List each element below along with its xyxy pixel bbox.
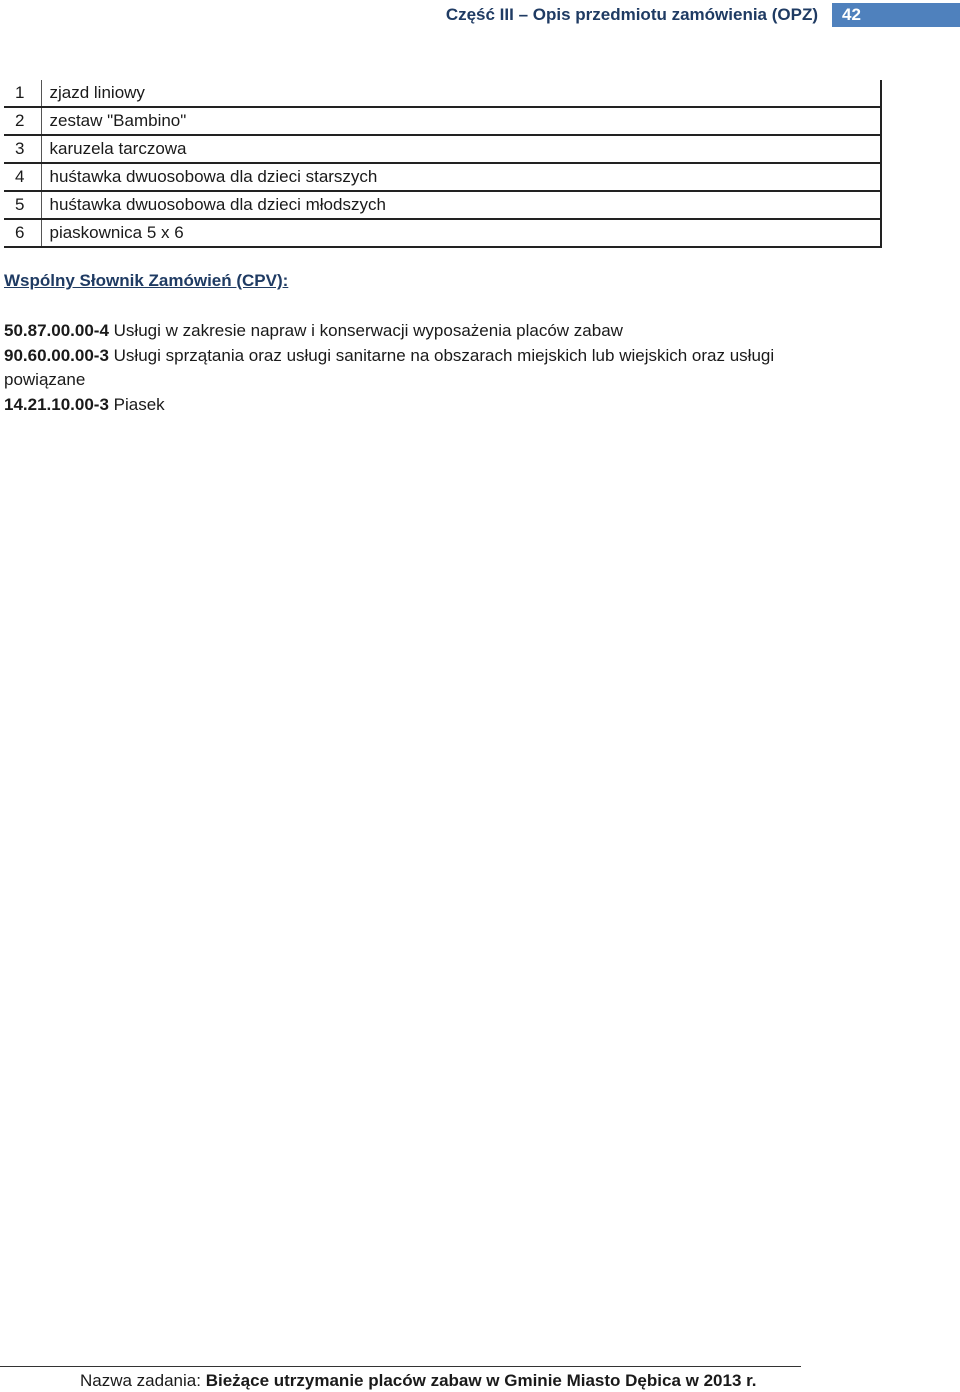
table-row	[4, 219, 881, 247]
page-number-badge: 42	[832, 3, 960, 27]
playground-items-table	[4, 80, 882, 248]
item-name: piaskownica 5 x 6	[41, 219, 881, 247]
cpv-code: 14.21.10.00-3	[4, 394, 109, 414]
document-header-title: Część III – Opis przedmiotu zamówienia (OPZ)	[445, 5, 818, 24]
cpv-heading: Wspólny Słownik Zamówień (CPV):	[4, 271, 289, 290]
table-row	[4, 80, 881, 107]
table-row	[4, 135, 881, 163]
item-number: 4	[4, 163, 41, 191]
item-number: 6	[4, 219, 41, 247]
item-name: karuzela tarczowa	[41, 135, 881, 163]
item-number: 2	[4, 107, 41, 135]
cpv-description: Usługi sprzątania oraz usługi sanitarne na obszarach miejskich lub wiejskich oraz usługi powiązane	[4, 345, 775, 389]
item-number: 1	[4, 80, 41, 107]
item-number: 3	[4, 135, 41, 163]
footer-task-name	[80, 1371, 757, 1391]
footer-divider	[0, 1366, 801, 1367]
cpv-entry	[4, 393, 854, 418]
cpv-code: 90.60.00.00-3	[4, 345, 109, 365]
cpv-code: 50.87.00.00-4	[4, 321, 109, 340]
footer-task-title: Bieżące utrzymanie placów zabaw w Gminie Miasto Dębica w 2013 r.	[205, 1371, 757, 1390]
cpv-code-list	[4, 319, 854, 417]
cpv-entry	[4, 319, 854, 344]
table-row	[4, 107, 881, 135]
table-row	[4, 163, 881, 191]
item-name: huśtawka dwuosobowa dla dzieci starszych	[41, 163, 881, 191]
item-name: zestaw "Bambino"	[41, 107, 881, 135]
cpv-description: Piasek	[113, 394, 165, 414]
item-number: 5	[4, 191, 41, 219]
item-name: huśtawka dwuosobowa dla dzieci młodszych	[41, 191, 881, 219]
cpv-entry	[4, 344, 854, 393]
footer-label: Nazwa zadania:	[80, 1371, 201, 1390]
item-name: zjazd liniowy	[41, 80, 881, 107]
cpv-description: Usługi w zakresie napraw i konserwacji wyposażenia placów zabaw	[113, 321, 623, 340]
table-row	[4, 191, 881, 219]
